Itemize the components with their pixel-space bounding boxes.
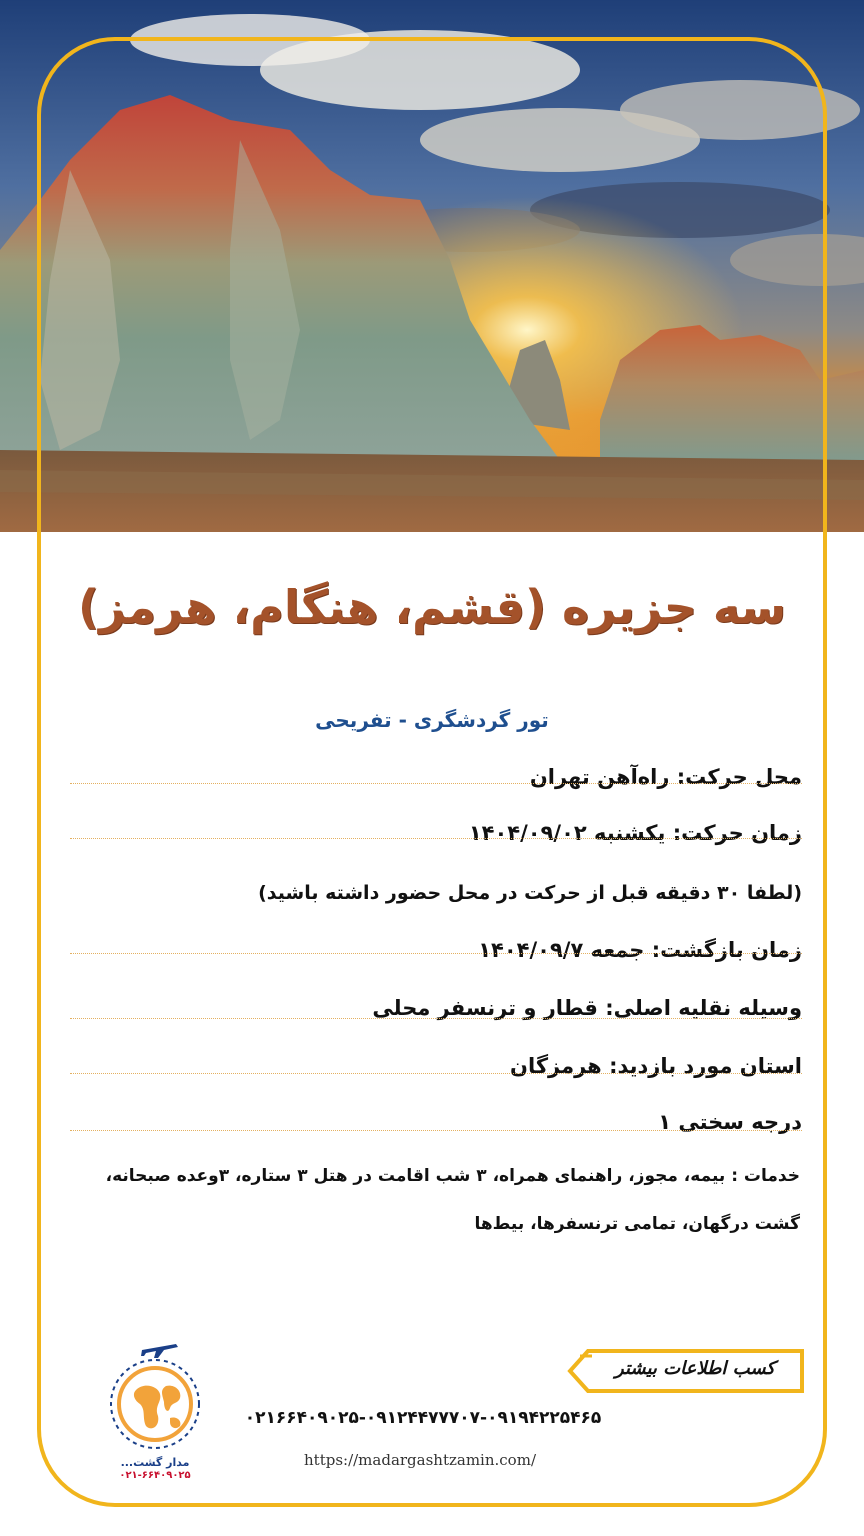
more-info-label: کسب اطلاعات بیشتر [615, 1358, 775, 1379]
landscape-illustration [0, 0, 864, 532]
detail-label: درجه سختی [678, 1110, 802, 1134]
services-label: خدمات : [731, 1166, 800, 1186]
detail-value: راه‌آهن تهران [529, 765, 670, 789]
arrival-note [258, 882, 802, 904]
airplane-icon [140, 1336, 180, 1360]
page-title: سه جزیره (قشم، هنگام، هرمز) [77, 580, 786, 634]
dotted-divider [70, 1130, 802, 1131]
dotted-divider [70, 783, 802, 784]
dotted-divider [70, 838, 802, 839]
detail-value: هرمزگان [510, 1054, 602, 1078]
detail-value: (لطفا ۳۰ دقیقه قبل از حرکت در محل حضور داشته باشید) [258, 882, 802, 904]
hero-photo-qeshm-valley [0, 0, 864, 532]
departure-time [469, 821, 802, 845]
services-text: بیمه، مجوز، راهنمای همراه، ۳ شب اقامت در هتل ۳ ستاره، ۳وعده صبحانه، گشت درگهان، تمامی ترنسفرها، بیط‌ها [105, 1166, 800, 1234]
detail-value: ۱ [658, 1110, 672, 1134]
detail-label: محل حرکت: [676, 765, 802, 789]
logo-name: مدار گشت... [120, 1456, 190, 1469]
website-link[interactable]: https://madargashtzamin.com/ [304, 1451, 536, 1469]
detail-value: یکشنبه ۱۴۰۴/۰۹/۰۲ [468, 821, 666, 845]
departure-location [530, 765, 802, 789]
detail-label: استان مورد بازدید: [609, 1054, 802, 1078]
detail-value: جمعه ۱۴۰۴/۰۹/۷ [478, 938, 645, 962]
return-time [478, 938, 802, 962]
main-vehicle [372, 996, 802, 1020]
detail-label: زمان بازگشت: [651, 938, 802, 962]
detail-value: قطار و ترنسفر محلی [372, 996, 598, 1020]
dotted-divider [70, 1073, 802, 1074]
dotted-divider [70, 953, 802, 954]
dotted-divider [70, 1018, 802, 1019]
services-block [70, 1152, 800, 1248]
phone-numbers[interactable]: ۰۲۱۶۶۴۰۹۰۲۵-۰۹۱۲۴۴۷۷۷۰۷-۰۹۱۹۴۲۲۵۴۶۵ [244, 1408, 602, 1428]
detail-label: زمان حرکت: [672, 821, 802, 845]
visited-province [510, 1054, 802, 1078]
logo-phone: ۰۲۱-۶۶۴۰۹۰۲۵ [119, 1470, 191, 1481]
page-subtitle: تور گردشگری - تفریحی [315, 708, 549, 732]
more-info-button[interactable] [566, 1348, 806, 1394]
detail-label: وسیله نقلیه اصلی: [605, 996, 802, 1020]
